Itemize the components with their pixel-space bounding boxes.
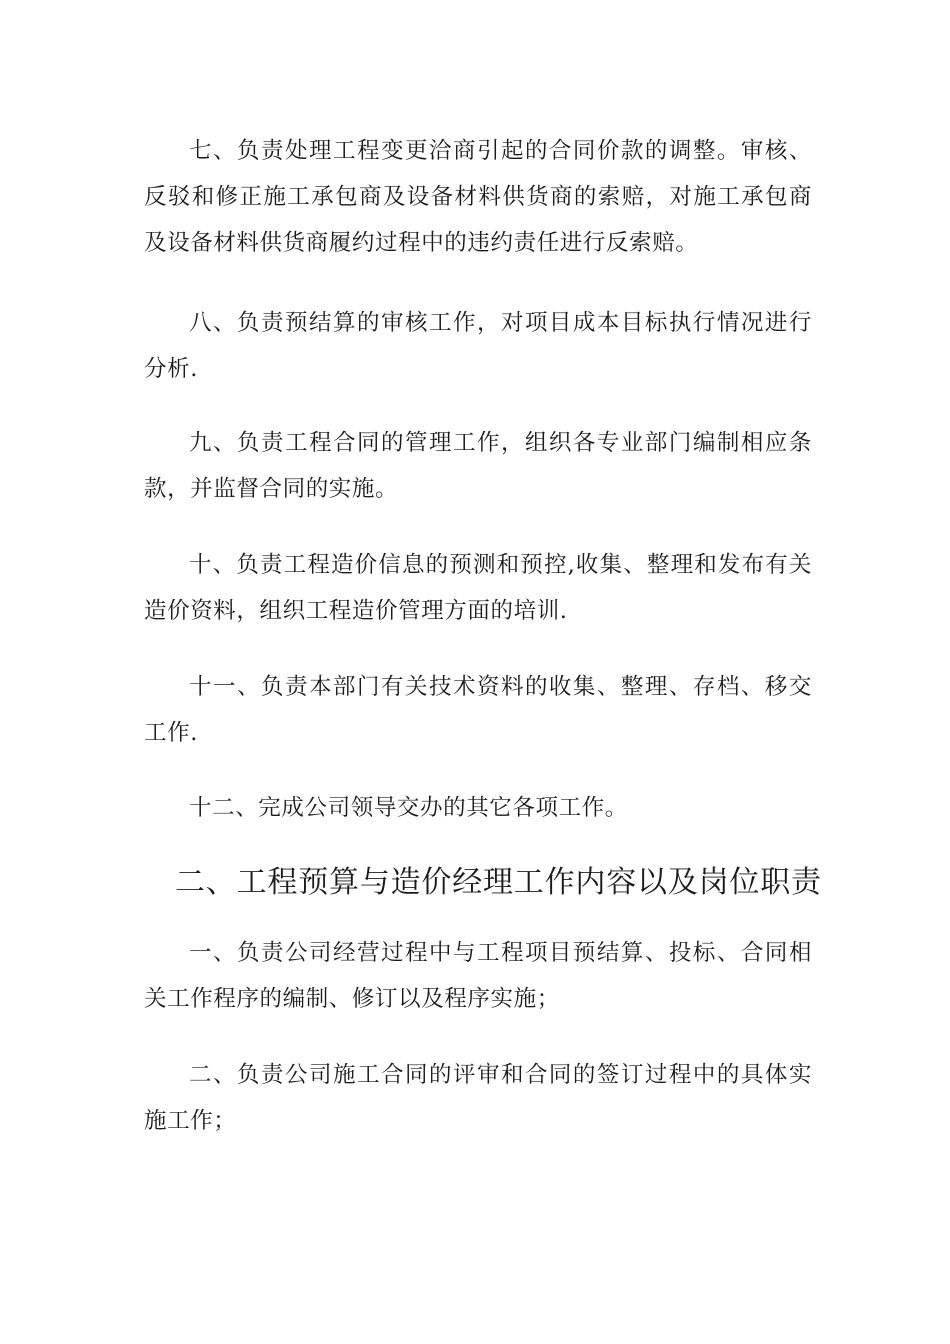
duty-item-8: 八、负责预结算的审核工作，对项目成本目标执行情况进行分析. <box>144 310 812 382</box>
duty-item-9: 九、负责工程合同的管理工作，组织各专业部门编制相应条款，并监督合同的实施。 <box>144 430 812 502</box>
duty-item-12: 十二、完成公司领导交办的其它各项工作。 <box>189 795 628 821</box>
section-heading: 二、工程预算与造价经理工作内容以及岗位职责 <box>175 865 822 900</box>
section2-item-1: 一、负责公司经营过程中与工程项目预结算、投标、合同相关工作程序的编制、修订以及程序实施； <box>144 940 812 1012</box>
duty-item-7: 七、负责处理工程变更洽商引起的合同价款的调整。审核、反驳和修正施工承包商及设备材料供货商的索赔，对施工承包商及设备材料供货商履约过程中的违约责任进行反索赔。 <box>144 138 812 256</box>
duty-item-11: 十一、负责本部门有关技术资料的收集、整理、存档、移交工作. <box>144 674 812 746</box>
duty-item-10: 十、负责工程造价信息的预测和预控,收集、整理和发布有关造价资料，组织工程造价管理方面的培训. <box>144 552 812 624</box>
section2-item-2: 二、负责公司施工合同的评审和合同的签订过程中的具体实施工作； <box>144 1062 812 1134</box>
